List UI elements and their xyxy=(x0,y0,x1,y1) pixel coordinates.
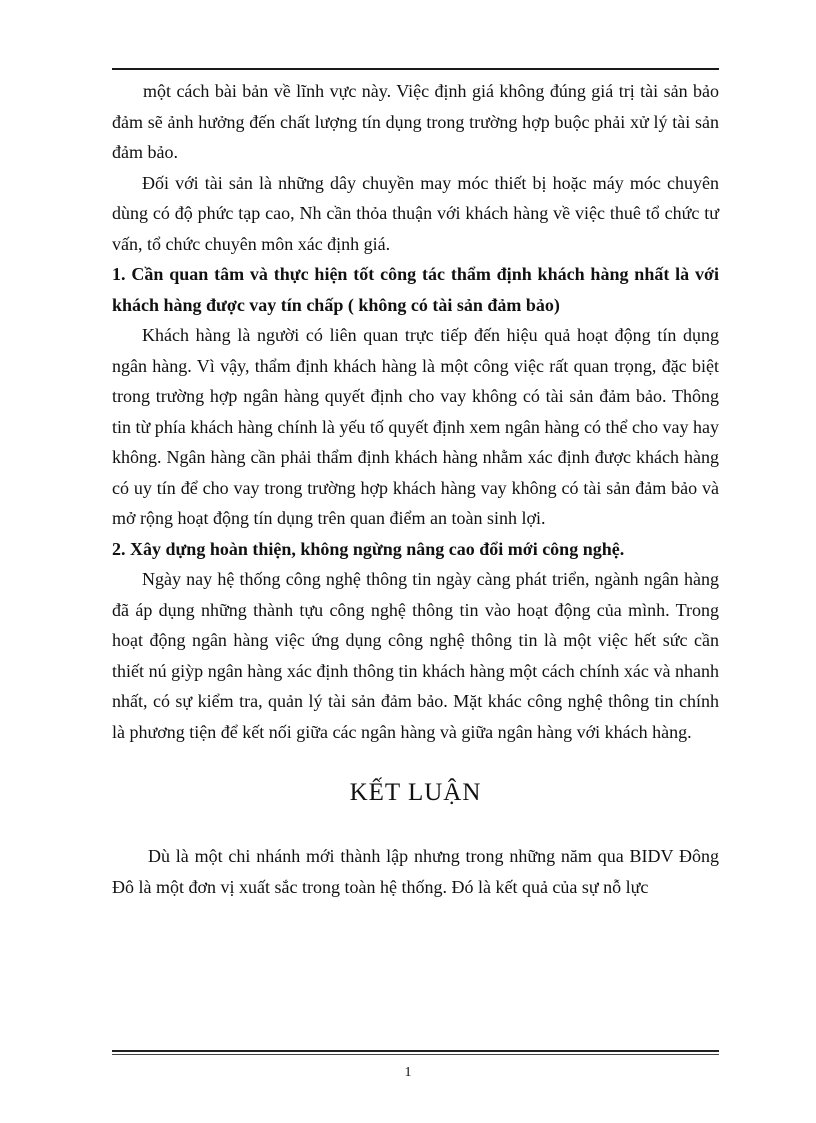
section-heading-customer-appraisal: 1. Cần quan tâm và thực hiện tốt công tác thẩm định khách hàng nhất là với khách hàng được vay tín chấp ( không có tài sản đảm bảo) xyxy=(112,264,719,315)
page-body xyxy=(112,76,719,902)
footer-rule-thick xyxy=(112,1050,719,1052)
header-rule xyxy=(112,68,719,70)
page-number: 1 xyxy=(404,1065,412,1080)
paragraph-customer-appraisal: Khách hàng là người có liên quan trực tiếp đến hiệu quả hoạt động tín dụng ngân hàng. Vì vậy, thẩm định khách hàng là một công việc rất quan trọng, đặc biệt trong trường hợp ngân hàng quyết định cho vay không có tài sản đảm bảo. Thông tin từ phía khách hàng chính là yếu tố quyết định xem ngân hàng có thể cho vay hay không. Ngân hàng cần phải thẩm định khách hàng nhằm xác định được khách hàng có uy tín để cho vay trong trường hợp khách hàng vay không có tài sản đảm bảo và mở rộng hoạt động tín dụng trên quan điểm an toàn sinh lợi. xyxy=(112,325,719,528)
footer-rule xyxy=(112,1050,719,1055)
paragraph-technology: Ngày nay hệ thống công nghệ thông tin ngày càng phát triển, ngành ngân hàng đã áp dụng những thành tựu công nghệ thông tin vào hoạt động của mình. Trong hoạt động ngân hàng việc ứng dụng công nghệ thông tin là một việc hết sức cần thiết nú giỳp ngân hàng xác định thông tin khách hàng một cách chính xác và nhanh nhất, có sự kiểm tra, quản lý tài sản đảm bảo. Mặt khác công nghệ thông tin chính là phương tiện để kết nối giữa các ngân hàng và giữa ngân hàng với khách hàng. xyxy=(112,569,719,742)
section-heading-technology: 2. Xây dựng hoàn thiện, không ngừng nâng cao đổi mới công nghệ. xyxy=(112,538,625,559)
conclusion-title: KẾT LUẬN xyxy=(349,779,482,806)
paragraph-valuation-continued: một cách bài bản về lĩnh vực này. Việc định giá không đúng giá trị tài sản bảo đảm sẽ ảnh hưởng đến chất lượng tín dụng trong trường hợp buộc phải xử lý tài sản đảm bảo. xyxy=(112,81,719,162)
paragraph-specialized-equipment: Đối với tài sản là những dây chuyền may móc thiết bị hoặc máy móc chuyên dùng có độ phức tạp cao, Nh cần thỏa thuận với khách hàng về việc thuê tổ chức tư vấn, tổ chức chuyên môn xác định giá. xyxy=(112,172,719,254)
paragraph-conclusion: Dù là một chi nhánh mới thành lập nhưng trong những năm qua BIDV Đông Đô là một đơn vị xuất sắc trong toàn hệ thống. Đó là kết quả của sự nỗ lực xyxy=(112,846,719,897)
footer-rule-thin xyxy=(112,1054,719,1055)
